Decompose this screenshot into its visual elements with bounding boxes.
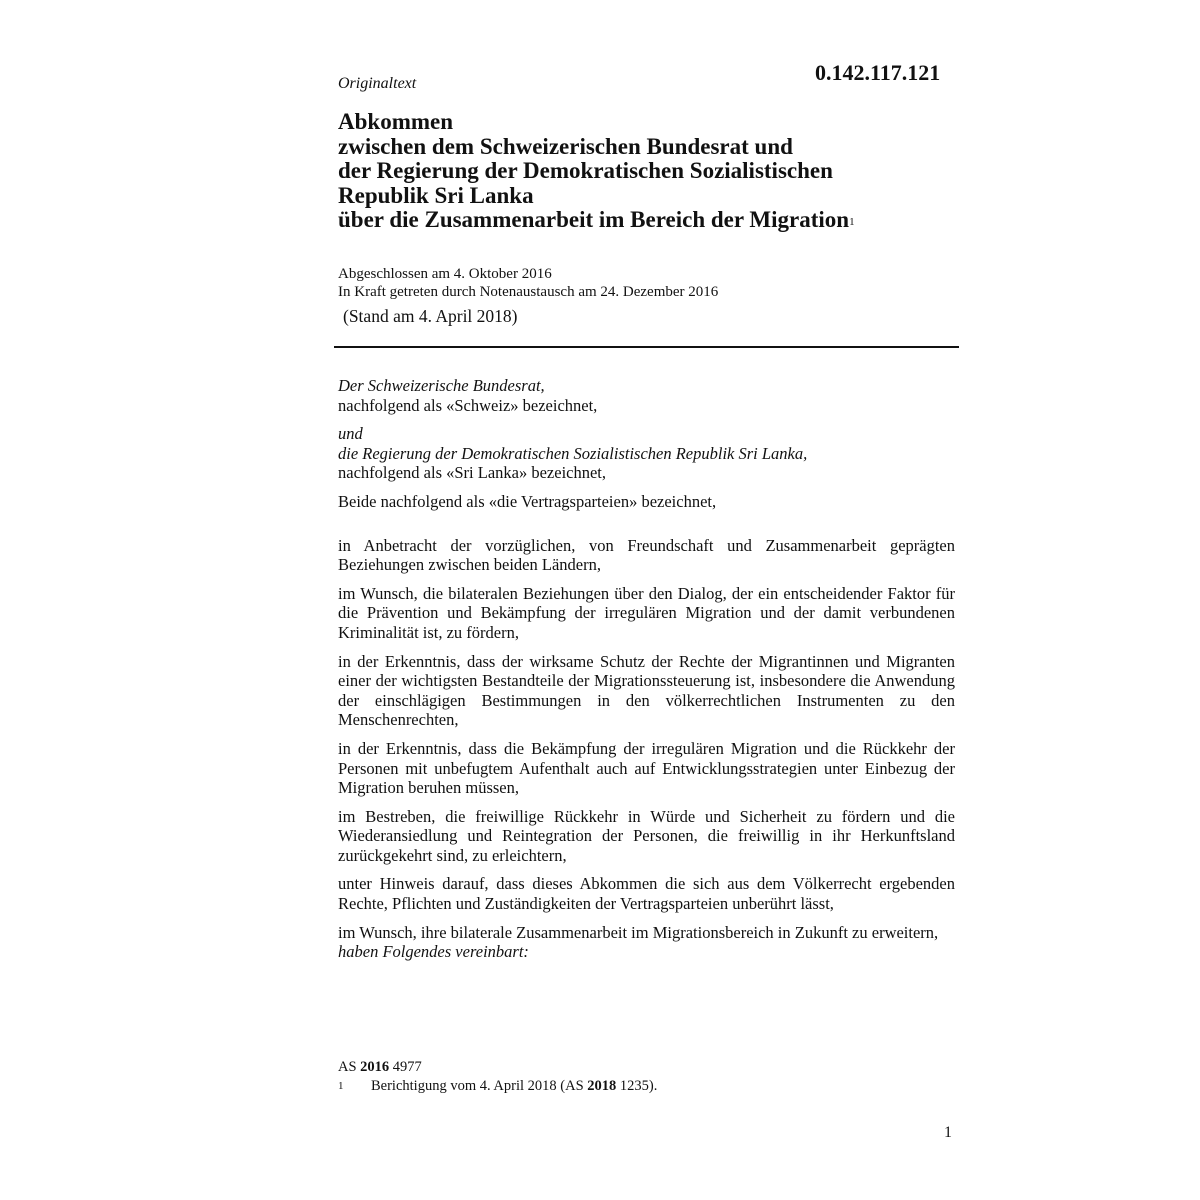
party-2: die Regierung der Demokratischen Sozialistischen Republik Sri Lanka,	[338, 443, 808, 463]
title-line	[338, 208, 978, 233]
footnote-1	[338, 1077, 657, 1096]
recital: im Bestreben, die freiwillige Rückkehr in Würde und Sicherheit zu fördern und die Wiederansiedlung und Reintegration der Personen, die freiwillig in ihr Herkunftsland zurückgekehrt sind, zu erleichtern,	[338, 806, 955, 865]
both-parties: Beide nachfolgend als «die Vertragsparteien» bezeichnet,	[338, 491, 717, 511]
recital: in der Erkenntnis, dass die Bekämpfung der irregulären Migration und die Rückkehr der Personen mit unbefugtem Aufenthalt auch auf Entwicklungsstrategien unter Einbezug der Migration beruhen müssen,	[338, 738, 955, 798]
concluded-date: Abgeschlossen am 4. Oktober 2016	[338, 266, 552, 282]
as-page: 4977	[392, 1059, 422, 1075]
footer	[338, 1058, 657, 1096]
recital: im Wunsch, die bilateralen Beziehungen über den Dialog, der ein entscheidender Faktor für die Prävention und Bekämpfung der irregulären Migration und der damit verbundenen Kriminalität ist, zu fördern,	[338, 583, 955, 642]
footnote-text: Berichtigung vom 4. April 2018 (AS	[371, 1078, 584, 1094]
as-year: 2016	[360, 1059, 390, 1075]
party-1-designation: nachfolgend als «Schweiz» bezeichnet,	[338, 395, 598, 415]
title-line: Republik Sri Lanka	[338, 182, 534, 208]
page-number: 1	[944, 1124, 952, 1141]
party-1: Der Schweizerische Bundesrat,	[338, 376, 545, 395]
originaltext-label: Originaltext	[338, 75, 417, 92]
title-line: Abkommen	[338, 109, 454, 134]
as-prefix: AS	[338, 1059, 357, 1075]
title-line: zwischen dem Schweizerischen Bundesrat und	[338, 133, 793, 159]
title-footnote-ref[interactable]: 1	[849, 216, 855, 228]
as-reference	[338, 1058, 657, 1077]
sr-number: 0.142.117.121	[815, 60, 941, 85]
status-date: (Stand am 4. April 2018)	[343, 306, 518, 326]
recital: im Wunsch, ihre bilaterale Zusammenarbeit im Migrationsbereich in Zukunft zu erweitern,	[338, 922, 939, 942]
party-2-designation: nachfolgend als «Sri Lanka» bezeichnet,	[338, 463, 607, 483]
horizontal-rule	[334, 346, 959, 348]
footnote-year: 2018	[587, 1078, 617, 1094]
title-line-text: über die Zusammenarbeit im Bereich der Migration	[338, 207, 850, 232]
title-line: der Regierung der Demokratischen Sozialistischen	[338, 158, 833, 183]
document-title	[338, 110, 978, 233]
closing-formula: haben Folgendes vereinbart:	[338, 942, 529, 962]
document-meta	[338, 265, 718, 301]
and-connector: und	[338, 424, 363, 444]
footnote-marker: 1	[338, 1080, 344, 1092]
document-body	[338, 376, 955, 962]
recital: unter Hinweis darauf, dass dieses Abkommen die sich aus dem Völkerrecht ergebenden Rechte, Pflichten und Zuständigkeiten der Vertragsparteien unberührt lässt,	[338, 874, 955, 914]
in-force-date: In Kraft getreten durch Notenaustausch am 24. Dezember 2016	[338, 284, 719, 300]
recital: in der Erkenntnis, dass der wirksame Schutz der Rechte der Migrantinnen und Migranten einer der wichtigsten Bestandteile der Migrationssteuerung ist, insbesondere die Anwendung der einschlägigen Bestimmungen in den völkerrechtlichen Instrumenten zu den Menschenrechten,	[338, 651, 955, 730]
recital: in Anbetracht der vorzüglichen, von Freundschaft und Zusammenarbeit geprägten Beziehungen zwischen beiden Ländern,	[338, 535, 955, 575]
footnote-text-end: 1235).	[619, 1078, 658, 1094]
